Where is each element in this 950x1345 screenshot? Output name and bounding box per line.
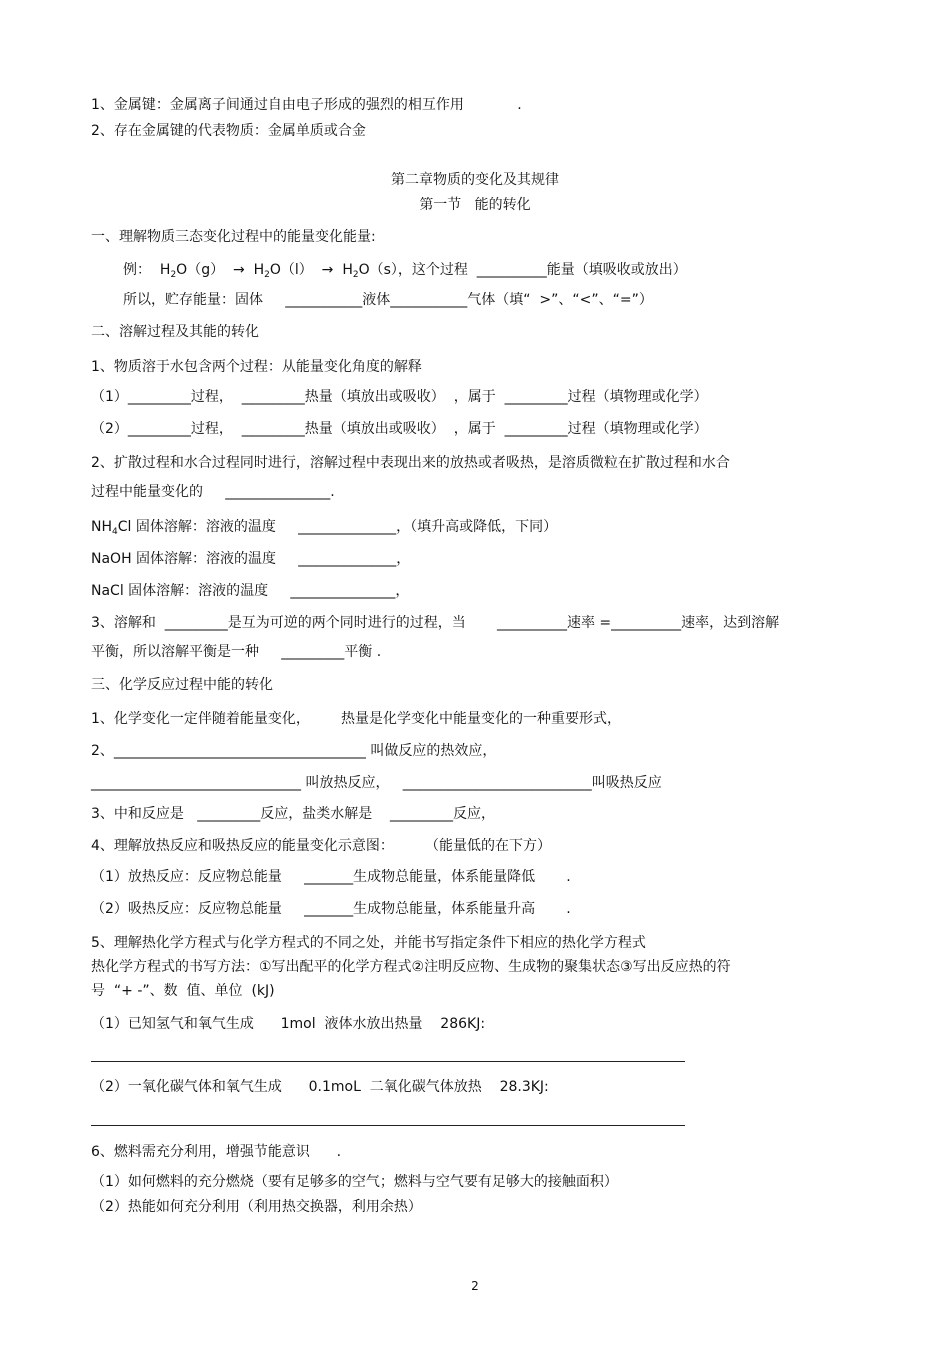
chapter-title: 第二章物质的变化及其规律: [391, 172, 559, 188]
naoh-line: NaOH 固体溶解：溶液的温度 ______________，: [91, 551, 411, 567]
reaction-item-6a: （1）如何燃料的充分燃烧（要有足够多的空气；燃料与空气要有足够大的接触面积）: [91, 1174, 618, 1190]
reaction-item-6b: （2）热能如何充分利用（利用热交换器，利用余热）: [91, 1199, 422, 1215]
reaction-item-4a: （1）放热反应：反应物总能量 _______生成物总能量，体系能量降低 .: [91, 869, 571, 885]
nacl-line: NaCl 固体溶解：溶液的温度 _______________，: [91, 583, 410, 599]
reaction-item-2: 2、____________________________________ 叫做反应的热效应，: [91, 743, 497, 759]
reaction-item-6: 6、燃料需充分利用，增强节能意识 .: [91, 1144, 342, 1160]
dissolution-item-1a: （1）_________过程， _________热量（填放出或吸收） ，属于 _________过程（填物理或化学）: [91, 389, 708, 405]
example-line: 例： $H_2O(g) \to H_2O(l) \to H_2O(s)$，这个过程 __________能量（填吸收或放出）: [123, 262, 687, 280]
dissolution-item-2b: 过程中能量变化的 _______________.: [91, 484, 335, 500]
reaction-item-2b: ______________________________ 叫放热反应， ___________________________叫吸热反应: [91, 775, 662, 791]
dissolution-item-2: 2、扩散过程和水合过程同时进行，溶解过程中表现出来的放热或者吸热，是溶质微粒在扩散过程和水合: [91, 455, 730, 471]
heading-1: 一、理解物质三态变化过程中的能量变化能量:: [91, 229, 376, 245]
heading-2: 二、溶解过程及其能的转化: [91, 324, 259, 340]
reaction-item-4b: （2）吸热反应：反应物总能量 _______生成物总能量，体系能量升高 .: [91, 901, 571, 917]
reaction-item-1: 1、化学变化一定伴随着能量变化， 热量是化学变化中能量变化的一种重要形式，: [91, 711, 622, 727]
answer-line-1: [91, 1061, 685, 1062]
page-number: 2: [471, 1279, 479, 1293]
reaction-item-5b: 热化学方程式的书写方法：①写出配平的化学方程式②注明反应物、生成物的聚集状态③写出反应热的符: [91, 959, 731, 975]
nh4cl-line: $NH_4Cl$ 固体溶解：溶液的温度 ______________，（填升高或降低，下同）: [91, 519, 558, 537]
reaction-item-5c: 号 “+ -”、数 值、单位 (kJ): [91, 983, 275, 999]
reaction-item-5: 5、理解热化学方程式与化学方程式的不同之处，并能书写指定条件下相应的热化学方程式: [91, 935, 646, 951]
answer-line-2: [91, 1125, 685, 1126]
question-1: （1）已知氢气和氧气生成 1mol 液体水放出热量 286KJ:: [91, 1016, 486, 1032]
section-title: 第一节 能的转化: [419, 197, 531, 213]
dissolution-item-1: 1、物质溶于水包含两个过程：从能量变化角度的解释: [91, 359, 422, 375]
dissolution-item-3: 3、溶解和 _________是互为可逆的两个同时进行的过程，当 __________速率 =__________速率，达到溶解: [91, 615, 780, 631]
stored-energy-line: 所以，贮存能量：固体 ___________液体___________气体（填“ >”、“<”、“=”）: [123, 292, 653, 308]
reaction-item-3: 3、中和反应是 _________反应，盐类水解是 _________反应，: [91, 806, 496, 822]
metallic-bond-definition: 1、金属键：金属离子间通过自由电子形成的强烈的相互作用 .: [91, 97, 522, 113]
question-2: （2）一氧化碳气体和氧气生成 0.1moL 二氧化碳气体放热 28.3KJ:: [91, 1079, 549, 1095]
dissolution-item-1b: （2）_________过程， _________热量（填放出或吸收） ，属于 _________过程（填物理或化学）: [91, 421, 708, 437]
metallic-bond-substances: 2、存在金属键的代表物质：金属单质或合金: [91, 123, 366, 139]
reaction-item-4: 4、理解放热反应和吸热反应的能量变化示意图： （能量低的在下方）: [91, 838, 552, 854]
heading-3: 三、化学反应过程中能的转化: [91, 677, 273, 693]
dissolution-item-3b: 平衡，所以溶解平衡是一种 _________平衡 .: [91, 644, 382, 660]
